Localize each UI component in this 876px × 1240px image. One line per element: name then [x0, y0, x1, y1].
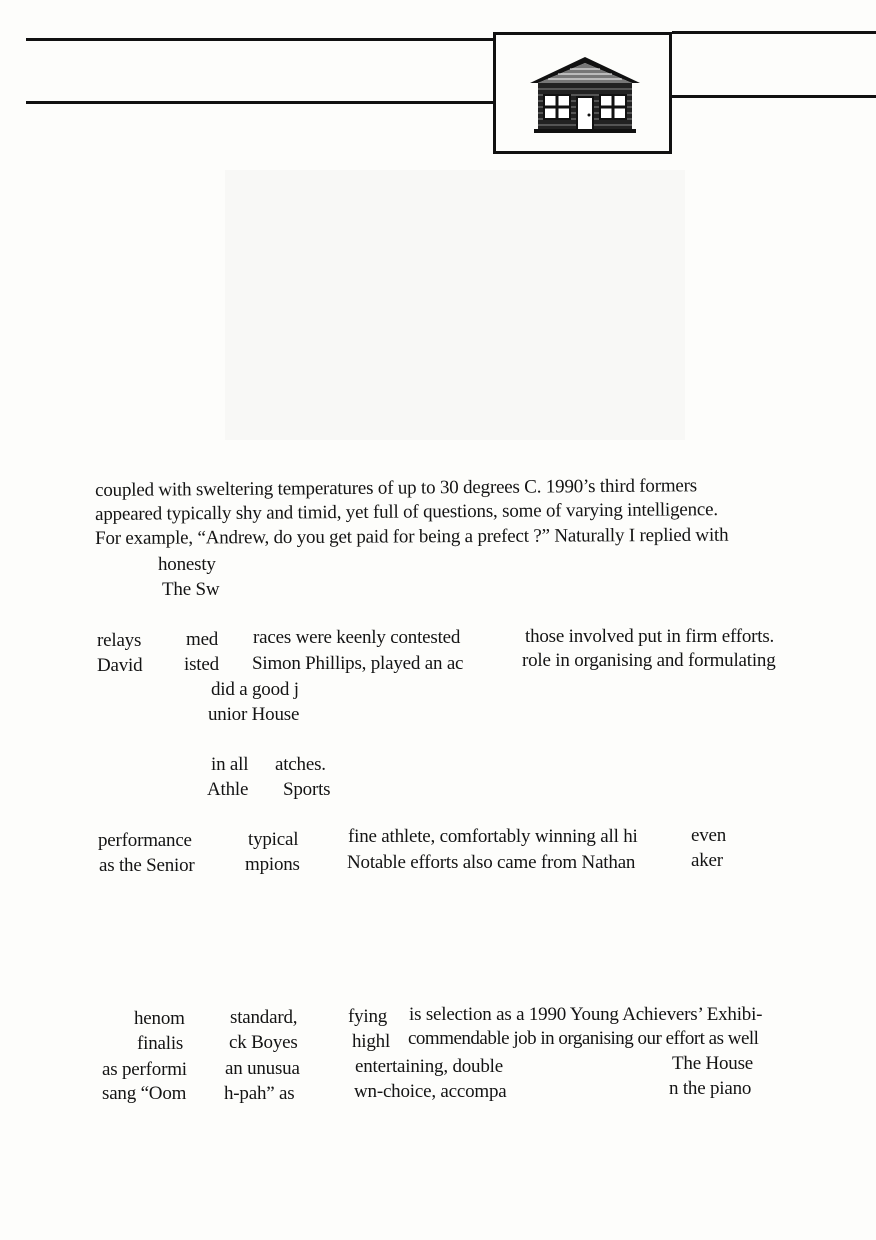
header-rule-top-right [672, 31, 876, 34]
paragraph-line-1: coupled with sweltering temperatures of up to 30 degrees C. 1990’s third formers [95, 475, 698, 501]
fragment-mpions: mpions [245, 854, 300, 875]
fragment-highl: highl [352, 1031, 391, 1052]
fragment-relays: relays [97, 630, 142, 651]
fragment-sports: Sports [283, 779, 331, 800]
fragment-unior-house: unior House [208, 704, 300, 725]
faded-background-image [225, 170, 685, 440]
fragment-an-unusua: an unusua [225, 1058, 300, 1079]
fragment-those-involved: those involved put in firm efforts. [525, 626, 775, 647]
fragment-the-sw: The Sw [162, 579, 220, 600]
paragraph-line-2: appeared typically shy and timid, yet full of questions, some of varying intelligence. [95, 499, 718, 525]
fragment-henom: henom [134, 1008, 185, 1029]
fragment-races: races were keenly contested [253, 627, 461, 648]
house-icon [526, 53, 644, 135]
fragment-performance: performance [98, 830, 192, 851]
fragment-typical: typical [248, 829, 299, 850]
fragment-h-pah: h-pah” as [224, 1083, 295, 1104]
fragment-sang-oom: sang “Oom [102, 1083, 187, 1104]
header-rule-top-left [26, 38, 493, 41]
fragment-role: role in organising and formulating [522, 650, 776, 671]
fragment-fine-athlete: fine athlete, comfortably winning all hi [348, 826, 638, 847]
fragment-as-performi: as performi [102, 1059, 187, 1080]
house-logo-frame [493, 32, 672, 154]
fragment-honesty: honesty [158, 554, 216, 575]
fragment-did-a-good: did a good j [211, 679, 299, 700]
fragment-isted: isted [184, 654, 219, 675]
fragment-in-all: in all [211, 754, 249, 775]
fragment-selection: is selection as a 1990 Young Achievers’ Exhibi- [409, 1004, 763, 1025]
fragment-wn-choice: wn-choice, accompa [354, 1081, 507, 1102]
fragment-entertaining: entertaining, double [355, 1056, 503, 1077]
header-rule-bottom-left [26, 101, 493, 104]
paragraph-line-3: For example, “Andrew, do you get paid for being a prefect ?” Naturally I replied with [95, 524, 729, 549]
fragment-athle: Athle [207, 779, 249, 800]
header-rule-bottom-right [672, 95, 876, 98]
fragment-as-the-senior: as the Senior [99, 855, 195, 876]
fragment-ck-boyes: ck Boyes [229, 1032, 298, 1053]
fragment-atches: atches. [275, 754, 326, 775]
fragment-standard: standard, [230, 1007, 298, 1028]
fragment-n-the-piano: n the piano [669, 1078, 752, 1099]
fragment-aker: aker [691, 850, 723, 871]
fragment-even: even [691, 825, 727, 846]
fragment-finalis: finalis [137, 1033, 184, 1054]
fragment-simon: Simon Phillips, played an ac [252, 653, 464, 674]
fragment-david: David [97, 655, 143, 676]
fragment-med: med [186, 629, 219, 650]
fragment-the-house: The House [672, 1053, 754, 1074]
fragment-fying: fying [348, 1006, 388, 1027]
fragment-commendable: commendable job in organising our effort as well [408, 1028, 759, 1049]
fragment-notable: Notable efforts also came from Nathan [347, 852, 636, 873]
